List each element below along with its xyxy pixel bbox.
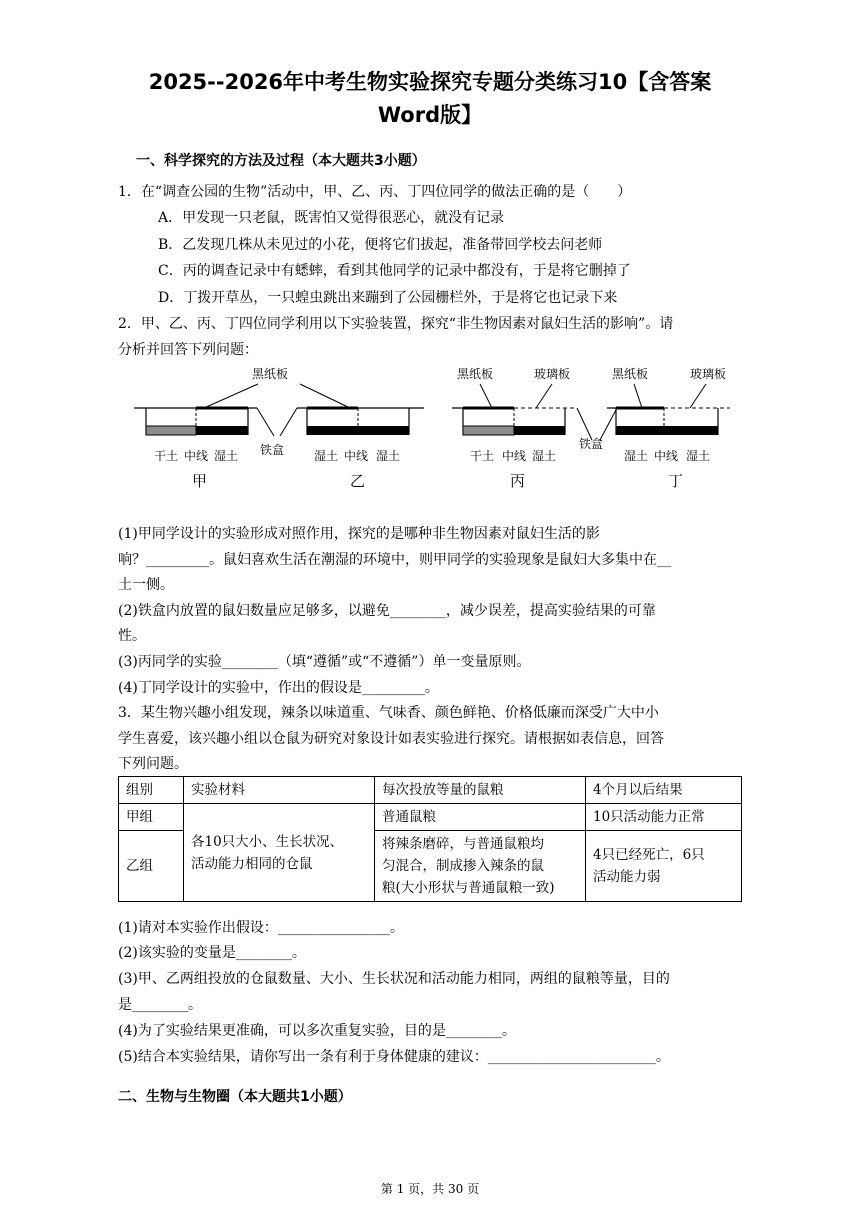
label-glass-board-1: 玻璃板 bbox=[534, 367, 571, 381]
setup-bing bbox=[452, 366, 577, 490]
q2-sub2-line1: (2)铁盒内放置的鼠妇数量应足够多，以避免________，减少误差，提高实验结果的可靠 bbox=[118, 603, 656, 619]
table-header: 4个月以后结果 bbox=[586, 777, 742, 804]
q3-sub3-line2: 是________。 bbox=[118, 997, 202, 1013]
title-line-2: Word版】 bbox=[377, 103, 483, 127]
table-cell-result bbox=[586, 831, 742, 902]
page-footer: 第 1 页，共 30 页 bbox=[380, 1182, 480, 1196]
q2-sub1-line2: 响？_________。鼠妇喜欢生活在潮湿的环境中，则甲同学的实验现象是鼠妇大多集中在__ bbox=[118, 552, 671, 568]
food-line: 粮(大小形状与普通鼠粮一致) bbox=[382, 880, 555, 896]
label-wet-yi-2: 湿土 bbox=[376, 449, 401, 463]
table-header: 每次投放等量的鼠粮 bbox=[375, 777, 586, 804]
result-line: 活动能力弱 bbox=[593, 869, 661, 885]
label-mid-bing: 中线 bbox=[502, 449, 527, 463]
label-glass-board-2: 玻璃板 bbox=[690, 367, 727, 381]
table-row bbox=[119, 804, 742, 831]
table-header: 实验材料 bbox=[184, 777, 375, 804]
section-heading-2: 二、生物与生物圈（本大题共1小题） bbox=[118, 1089, 352, 1105]
label-dry-bing: 干土 bbox=[470, 449, 495, 463]
q3-stem-line1: 3．某生物兴趣小组发现，辣条以味道重、气味香、颜色鲜艳、价格低廉而深受广大中小 bbox=[118, 705, 659, 721]
q3-sub1: (1)请对本实验作出假设：________________。 bbox=[118, 920, 404, 936]
q3-sub2: (2)该实验的变量是________。 bbox=[118, 945, 306, 961]
q1-stem: 1．在“调查公园的生物”活动中，甲、乙、丙、丁四位同学的做法正确的是（ ） bbox=[118, 184, 632, 200]
label-black-board-3: 黑纸板 bbox=[612, 367, 649, 381]
q1-option-d: D．丁拨开草丛，一只蝗虫跳出来蹦到了公园栅栏外，于是将它也记录下来 bbox=[158, 290, 618, 306]
label-yi: 乙 bbox=[350, 472, 366, 490]
q2-stem-line2: 分析并回答下列问题： bbox=[118, 342, 258, 358]
food-line: 匀混合，制成掺入辣条的鼠 bbox=[382, 858, 544, 874]
label-black-board-1: 黑纸板 bbox=[252, 367, 289, 381]
table-header: 组别 bbox=[119, 777, 184, 804]
label-wet-yi-1: 湿土 bbox=[314, 449, 339, 463]
table-cell: 甲组 bbox=[119, 804, 184, 831]
q2-sub2-line2: 性。 bbox=[118, 628, 146, 644]
setup-yi bbox=[297, 408, 424, 490]
q3-sub4: (4)为了实验结果更准确，可以多次重复实验，目的是________。 bbox=[118, 1023, 516, 1039]
q3-stem-line2: 学生喜爱，该兴趣小组以仓鼠为研究对象设计如表实验进行探究。请根据如表信息，回答 bbox=[118, 731, 664, 747]
label-box-1: 铁盒 bbox=[260, 443, 285, 457]
label-dry-jia: 干土 bbox=[154, 449, 179, 463]
table-cell: 乙组 bbox=[119, 831, 184, 902]
q2-sub4: (4)丁同学设计的实验中，作出的假设是_________。 bbox=[118, 680, 439, 696]
q2-sub3: (3)丙同学的实验________（填“遵循”或“不遵循”）单一变量原则。 bbox=[118, 654, 531, 670]
q3-sub3-line1: (3)甲、乙两组投放的仓鼠数量、大小、生长状况和活动能力相同，两组的鼠粮等量，目的 bbox=[118, 971, 670, 987]
setup-jia bbox=[134, 408, 257, 490]
document-title bbox=[60, 66, 800, 132]
label-black-board-2: 黑纸板 bbox=[457, 367, 494, 381]
table-cell: 10只活动能力正常 bbox=[586, 804, 742, 831]
label-mid-jia: 中线 bbox=[184, 449, 209, 463]
label-bing: 丙 bbox=[510, 472, 526, 490]
experiment-setup-figure bbox=[132, 362, 742, 494]
q2-sub1-line3: 土一侧。 bbox=[118, 577, 174, 593]
food-line: 将辣条磨碎，与普通鼠粮均 bbox=[382, 836, 544, 852]
label-jia: 甲 bbox=[192, 472, 208, 490]
q3-sub5: (5)结合本实验结果，请你写出一条有利于身体健康的建议：________________________。 bbox=[118, 1049, 670, 1065]
label-wet-bing: 湿土 bbox=[532, 449, 557, 463]
label-ding: 丁 bbox=[668, 472, 684, 490]
label-box-2: 铁盒 bbox=[579, 437, 604, 451]
q1-option-a: A．甲发现一只老鼠，既害怕又觉得很恶心，就没有记录 bbox=[158, 210, 505, 226]
title-line-1: 2025--2026年中考生物实验探究专题分类练习10【含答案 bbox=[148, 70, 712, 94]
setup-ding bbox=[607, 366, 730, 490]
q2-sub1-line1: (1)甲同学设计的实验形成对照作用，探究的是哪种非生物因素对鼠妇生活的影 bbox=[118, 526, 600, 542]
experiment-table bbox=[118, 776, 742, 902]
q1-option-b: B．乙发现几株从未见过的小花，便将它们拔起，准备带回学校去问老师 bbox=[158, 237, 603, 253]
q2-stem-line1: 2．甲、乙、丙、丁四位同学利用以下实验装置，探究“非生物因素对鼠妇生活的影响”。请 bbox=[118, 316, 674, 332]
table-cell-material bbox=[184, 804, 375, 902]
label-wet-jia: 湿土 bbox=[214, 449, 239, 463]
table-header-row bbox=[119, 777, 742, 804]
label-wet-ding-1: 湿土 bbox=[624, 449, 649, 463]
material-line: 活动能力相同的仓鼠 bbox=[191, 855, 313, 872]
table-cell: 普通鼠粮 bbox=[375, 804, 586, 831]
label-mid-ding: 中线 bbox=[654, 449, 679, 463]
label-wet-ding-2: 湿土 bbox=[686, 449, 711, 463]
section-heading-1: 一、科学探究的方法及过程（本大题共3小题） bbox=[136, 153, 426, 169]
table-cell-food bbox=[375, 831, 586, 902]
q3-stem-line3: 下列问题。 bbox=[118, 756, 188, 772]
label-mid-yi: 中线 bbox=[344, 449, 369, 463]
material-line: 各10只大小、生长状况、 bbox=[191, 833, 344, 850]
q1-option-c: C．丙的调查记录中有蟋蟀，看到其他同学的记录中都没有，于是将它删掉了 bbox=[158, 263, 631, 279]
result-line: 4只已经死亡，6只 bbox=[593, 847, 705, 863]
